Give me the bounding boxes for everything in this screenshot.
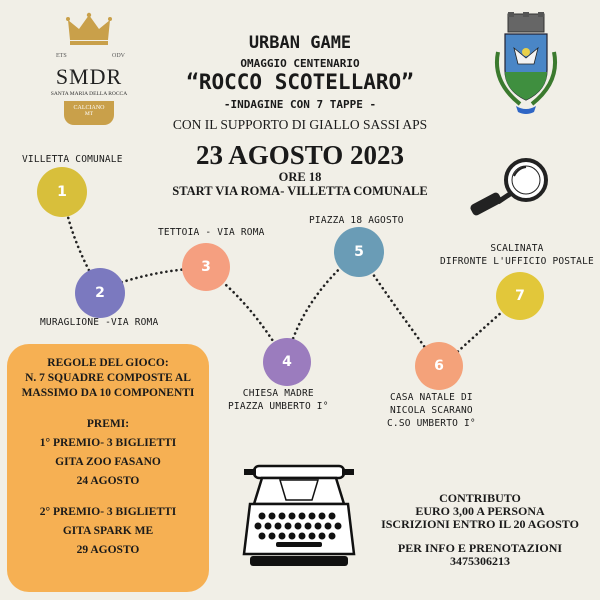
stop-6-label-line: CASA NATALE DI bbox=[389, 392, 473, 403]
stop-number: 4 bbox=[282, 354, 292, 370]
contribution-title: CONTRIBUTO bbox=[439, 491, 521, 505]
game-title: URBAN GAME bbox=[248, 33, 352, 53]
rules-panel bbox=[7, 344, 209, 592]
logo-initials: SMDR bbox=[55, 64, 123, 89]
stop-7-label-line: DIFRONTE L'UFFICIO POSTALE bbox=[440, 255, 594, 267]
stop-6-label-line: C.SO UMBERTO I° bbox=[387, 417, 476, 429]
tribute-line: OMAGGIO CENTENARIO bbox=[240, 57, 360, 70]
prize-2-trip: GITA SPARK ME bbox=[62, 525, 154, 537]
stop-2-marker bbox=[75, 268, 125, 318]
stop-6-label bbox=[387, 392, 476, 430]
stop-4-marker bbox=[263, 338, 311, 386]
registration-deadline: ISCRIZIONI ENTRO IL 20 AGOSTO bbox=[381, 517, 579, 531]
rules-text: N. 7 SQUADRE COMPOSTE AL bbox=[25, 372, 191, 384]
contribution-amount: EURO 3,00 A PERSONA bbox=[415, 504, 545, 518]
prize-2-date: 29 AGOSTO bbox=[76, 544, 140, 556]
info-title: PER INFO E PRENOTAZIONI bbox=[397, 541, 563, 555]
stop-1-marker bbox=[37, 167, 87, 217]
stop-number: 2 bbox=[95, 285, 105, 301]
prize-2: 2° PREMIO- 3 BIGLIETTI bbox=[39, 506, 177, 518]
prizes-title: PREMI: bbox=[86, 418, 130, 430]
prize-1: 1° PREMIO- 3 BIGLIETTI bbox=[39, 437, 177, 449]
logo-province: MT bbox=[84, 111, 94, 117]
rules-title: REGOLE DEL GIOCO: bbox=[47, 357, 169, 369]
logo-ets: ETS bbox=[56, 53, 67, 59]
stop-7-marker bbox=[496, 272, 544, 320]
stop-6-label-line: NICOLA SCARANO bbox=[389, 404, 473, 416]
stop-number: 1 bbox=[57, 184, 67, 200]
event-time: ORE 18 bbox=[278, 170, 322, 184]
stop-4-label-line: CHIESA MADRE bbox=[242, 388, 314, 399]
stop-number: 5 bbox=[354, 244, 364, 260]
stop-4-label-line: PIAZZA UMBERTO I° bbox=[228, 400, 329, 412]
logo-odv: ODV bbox=[112, 53, 125, 59]
game-subtitle: -INDAGINE CON 7 TAPPE - bbox=[223, 98, 377, 111]
rules-text: MASSIMO DA 10 COMPONENTI bbox=[21, 387, 195, 399]
stop-4-label bbox=[228, 388, 329, 414]
logo-subtitle: SANTA MARIA DELLA ROCCA bbox=[50, 91, 128, 97]
stop-number: 7 bbox=[515, 288, 525, 304]
prize-1-date: 24 AGOSTO bbox=[76, 475, 140, 487]
stop-5-label: PIAZZA 18 AGOSTO bbox=[309, 215, 404, 226]
info-phone: 3475306213 bbox=[450, 554, 510, 568]
logo-place: CALCIANO bbox=[73, 105, 105, 111]
stop-number: 3 bbox=[201, 259, 211, 275]
stop-7-label bbox=[440, 243, 594, 269]
prize-1-trip: GITA ZOO FASANO bbox=[55, 456, 161, 468]
stop-6-marker bbox=[415, 342, 463, 390]
stop-7-label-line: SCALINATA bbox=[490, 243, 544, 254]
stop-5-marker bbox=[334, 227, 384, 277]
typewriter-icon bbox=[240, 462, 358, 570]
honoree-name: “ROCCO SCOTELLARO” bbox=[186, 70, 414, 94]
support-line: CON IL SUPPORTO DI GIALLO SASSI APS bbox=[172, 117, 428, 132]
stop-1-label: VILLETTA COMUNALE bbox=[22, 154, 123, 165]
stop-2-label: MURAGLIONE -VIA ROMA bbox=[40, 317, 159, 328]
start-location: START VIA ROMA- VILLETTA COMUNALE bbox=[172, 184, 428, 198]
stop-number: 6 bbox=[434, 358, 444, 374]
event-date: 23 AGOSTO 2023 bbox=[195, 140, 405, 170]
stop-3-label: TETTOIA - VIA ROMA bbox=[158, 227, 265, 238]
stop-3-marker bbox=[182, 243, 230, 291]
